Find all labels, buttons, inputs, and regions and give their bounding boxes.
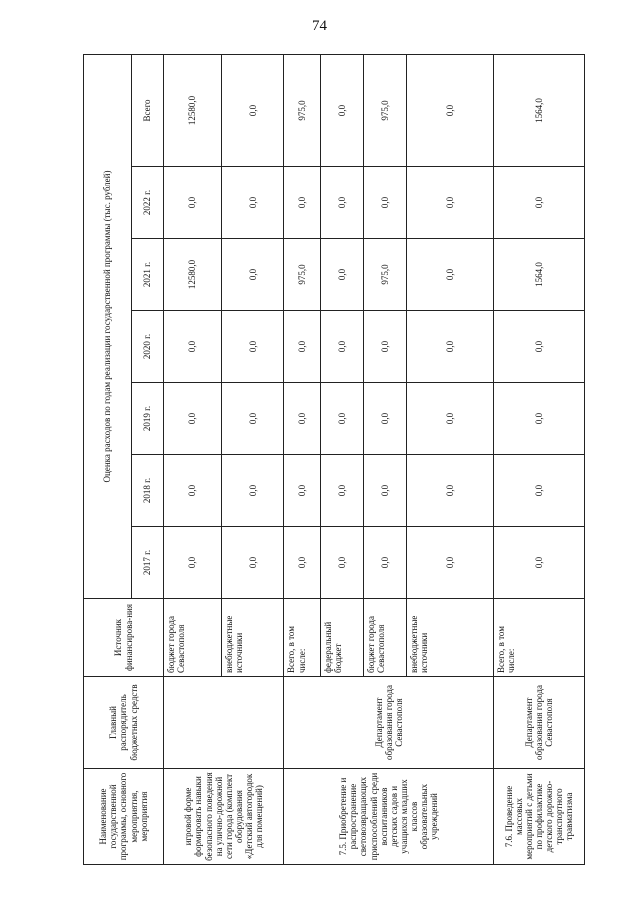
value-cell: 0,0 bbox=[320, 527, 363, 599]
rotated-table-frame bbox=[83, 55, 585, 865]
value-cell: 0,0 bbox=[493, 527, 584, 599]
funding-source: бюджет города Севастополя bbox=[363, 599, 406, 677]
value-cell: 0,0 bbox=[363, 167, 406, 239]
value-cell: 975,0 bbox=[284, 239, 320, 311]
funding-source: Всего, в том числе: bbox=[284, 599, 320, 677]
table-row bbox=[284, 54, 320, 864]
value-cell: 0,0 bbox=[284, 455, 320, 527]
header-year: 2022 г. bbox=[132, 167, 164, 239]
total-cell: 1564,0 bbox=[493, 54, 584, 166]
total-cell: 975,0 bbox=[284, 54, 320, 166]
value-cell: 0,0 bbox=[221, 311, 284, 383]
value-cell: 0,0 bbox=[407, 311, 494, 383]
value-cell: 0,0 bbox=[407, 239, 494, 311]
value-cell: 0,0 bbox=[164, 383, 222, 455]
value-cell: 0,0 bbox=[164, 455, 222, 527]
measure-name: игровой форме формировать навыки безопасного поведения на улично-дорожной сети города (комплект оборудования «Детский автогородок для помещений) bbox=[164, 769, 284, 865]
value-cell: 975,0 bbox=[363, 239, 406, 311]
value-cell: 0,0 bbox=[363, 455, 406, 527]
value-cell: 0,0 bbox=[493, 455, 584, 527]
funding-source: бюджет города Севастополя bbox=[164, 599, 222, 677]
value-cell: 0,0 bbox=[320, 383, 363, 455]
value-cell: 0,0 bbox=[284, 167, 320, 239]
value-cell: 0,0 bbox=[320, 311, 363, 383]
value-cell: 0,0 bbox=[320, 455, 363, 527]
value-cell: 0,0 bbox=[407, 455, 494, 527]
value-cell: 0,0 bbox=[284, 527, 320, 599]
budget-manager: Департамент образования города Севастополя bbox=[493, 677, 584, 769]
header-source: Источник финансирова-ния bbox=[84, 599, 164, 677]
value-cell: 0,0 bbox=[363, 383, 406, 455]
total-cell: 0,0 bbox=[221, 54, 284, 166]
value-cell: 0,0 bbox=[363, 527, 406, 599]
value-cell: 0,0 bbox=[164, 167, 222, 239]
header-manager: Главный распорядитель бюджетных средств bbox=[84, 677, 164, 769]
value-cell: 0,0 bbox=[221, 239, 284, 311]
value-cell: 0,0 bbox=[320, 167, 363, 239]
budget-manager bbox=[164, 677, 284, 769]
value-cell: 0,0 bbox=[221, 383, 284, 455]
value-cell: 0,0 bbox=[164, 527, 222, 599]
table-row bbox=[493, 54, 584, 864]
value-cell: 0,0 bbox=[493, 383, 584, 455]
value-cell: 0,0 bbox=[407, 527, 494, 599]
table-row bbox=[164, 54, 222, 864]
header-year: 2021 г. bbox=[132, 239, 164, 311]
page-number: 74 bbox=[312, 18, 327, 34]
total-cell: 0,0 bbox=[320, 54, 363, 166]
value-cell: 0,0 bbox=[284, 383, 320, 455]
value-cell: 0,0 bbox=[493, 311, 584, 383]
value-cell: 12580,0 bbox=[164, 239, 222, 311]
budget-table bbox=[83, 54, 585, 865]
value-cell: 0,0 bbox=[221, 455, 284, 527]
measure-name: 7.6. Проведение массовых мероприятий с детьми по профилактике детского дорожно-транспортного травматизма bbox=[493, 769, 584, 865]
budget-manager: Департамент образования города Севастополя bbox=[284, 677, 494, 769]
value-cell: 0,0 bbox=[363, 311, 406, 383]
funding-source: внебюджетные источники bbox=[221, 599, 284, 677]
header-estimate: Оценка расходов по годам реализации государственной программы (тыс. рублей) bbox=[84, 54, 132, 598]
total-cell: 12580,0 bbox=[164, 54, 222, 166]
value-cell: 0,0 bbox=[164, 311, 222, 383]
rotated-table-container bbox=[83, 55, 585, 865]
total-cell: 0,0 bbox=[407, 54, 494, 166]
value-cell: 0,0 bbox=[407, 167, 494, 239]
value-cell: 0,0 bbox=[407, 383, 494, 455]
header-total: Всего bbox=[132, 54, 164, 166]
header-name: Наименование государственной программы, основного мероприятия, мероприятия bbox=[84, 769, 164, 865]
header-year: 2017 г. bbox=[132, 527, 164, 599]
header-year: 2019 г. bbox=[132, 383, 164, 455]
header-year: 2020 г. bbox=[132, 311, 164, 383]
value-cell: 0,0 bbox=[284, 311, 320, 383]
value-cell: 0,0 bbox=[320, 239, 363, 311]
funding-source: внебюджетные источники bbox=[407, 599, 494, 677]
funding-source: федеральный бюджет bbox=[320, 599, 363, 677]
header-year: 2018 г. bbox=[132, 455, 164, 527]
value-cell: 1564,0 bbox=[493, 239, 584, 311]
funding-source: Всего, в том числе: bbox=[493, 599, 584, 677]
measure-name: 7.5. Приобретение и распространение световозвращающих приспособлений среди воспитанников детских садов и учащихся младших классов образовательных учреждений bbox=[284, 769, 494, 865]
value-cell: 0,0 bbox=[221, 167, 284, 239]
value-cell: 0,0 bbox=[221, 527, 284, 599]
value-cell: 0,0 bbox=[493, 167, 584, 239]
total-cell: 975,0 bbox=[363, 54, 406, 166]
